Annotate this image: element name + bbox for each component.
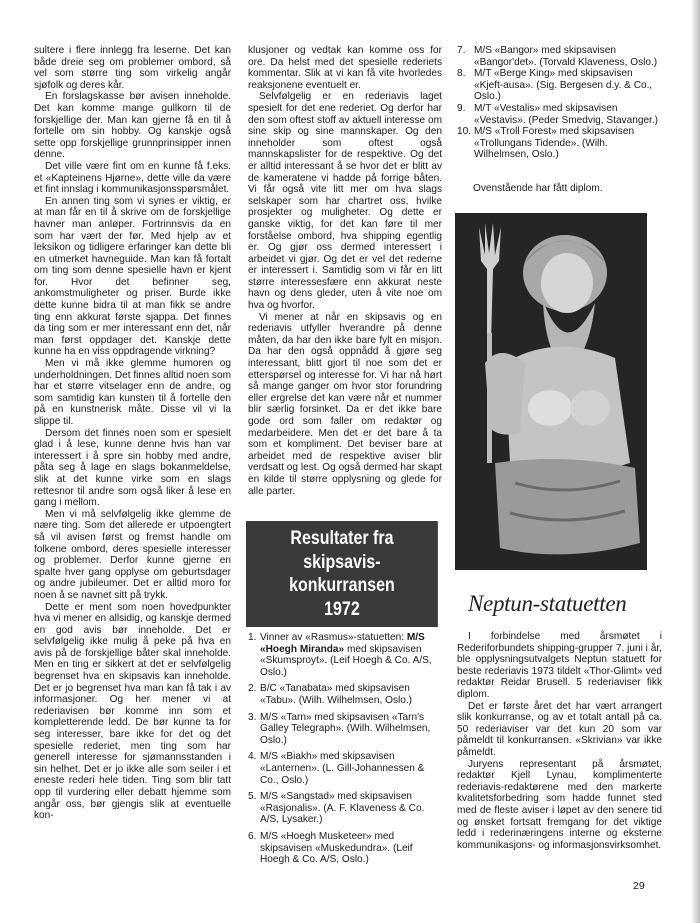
photo-caption: Neptun-statuetten bbox=[468, 591, 627, 616]
list-item bbox=[457, 45, 662, 68]
paragraph: Det er første året det har vært arrangert slik konkurranse, og av et totalt antall på ca. 50 rederiaviser var det kun 20 som var påmeldt til konkurransen. «Skrivian» var ikke påmeldt. bbox=[457, 700, 662, 758]
paragraph: sultere i flere innlegg fra leserne. Det kan både dreie seg om problemer ombord, så vel som større ting som virkelig angår sjøfolk og deres kår. bbox=[34, 45, 231, 91]
list-item bbox=[248, 683, 442, 706]
paragraph: Vi mener at når en skipsavis og en rederiavis utfyller hverandre på denne måten, da har den ikke bare fylt en misjon. Da har den også oppnådd å gjøre seg interessant, blitt gjort til noe som det er etterspørsel og interesse for. Vi har nå hørt så mange ganger om hvor stor forundring eller ergrelse det kan være når et nummer blir særlig forsinket. Da er det ikke bare gode ord som faller om redaktør og medarbeidere. Men det er det bare å ta som et kompliment. Det beviser bare at arbeidet med de respektive aviser blir verdsatt og lest. Og også dermed har skapt en kilde til større opplysning og glede for alle parter. bbox=[248, 311, 442, 497]
list-number: 7. bbox=[457, 45, 466, 56]
results-list bbox=[248, 632, 442, 871]
paragraph: I forbindelse med årsmøtet i Rederiforbundets shipping-grupper 7. juni i år, ble opplysningsutvalgets Neptun statuett for beste rederiavis 1973 tildelt «Thor-Glimt» ved redaktør Reidar Brusell. 5 rederiaviser fikk diplom. bbox=[457, 631, 662, 700]
list-number: 3. bbox=[248, 711, 257, 723]
paragraph: Selvfølgelig er en rederiavis laget spesielt for det ene rederiet. Og derfor har den som oftest stoff av aktuell interesse om sine skip og sine mannskaper. Og den inneholder som oftest også mannskapslister for de respektive. Og det er alltid interessant å se hvor det er blitt av de kameratene vi hadde på forrige båten. Vi får også vite litt mer om hva slags selskaper som har chartret oss, hvilke prosjekter og muligheter. Og dette er ganske viktig, for det kan føre til mer forståelse ombord, hva shipping egentlig er. Og gjør oss dermed interessert i arbeidet vi gjør. Og det er vel det rederne er interessert i. Samtidig som vi får en litt større interessesfære enn akkurat neste havn og dens gleder, uten å vite noe om hva og hvorfor. bbox=[248, 91, 442, 312]
list-text: M/T «Berge King» med skipsavisen «Kjeft-ausa». (Sig. Bergesen d.y. & Co., Oslo.) bbox=[474, 68, 653, 103]
list-number: 2. bbox=[248, 683, 257, 695]
list-text: M/T «Vestalis» med skipsavisen «Vestavis». (Peder Smedvig, Stavanger.) bbox=[474, 102, 659, 126]
article-column-middle bbox=[248, 45, 442, 497]
paragraph: Men vi må selvfølgelig ikke glemme de nære ting. Som det allerede er utpoengtert så vil avisen først og fremst handle om folkene ombord, deres spesielle interesser og problemer. Derfor kunne gjerne en spalte hver gang opplyse om geburtsdager og andre jubileumer. Det er alltid moro for noen å se navnet sitt på trykk. bbox=[34, 508, 231, 601]
list-winner: M/S «Hoegh Miranda» bbox=[260, 632, 425, 655]
list-item bbox=[248, 831, 442, 866]
paragraph: Juryens representant på årsmøtet, redaktør Kjell Lynau, komplimenterte rederiavis-redaktørene med den markerte kvalitetsforbedring som hadde funnet sted med de fleste aviser i løpet av den senere tid og ønsket fortsatt fremgang for det viktige ledd i rederinæringens interne og eksterne kommunikasjons- og informasjonsvirksomhet. bbox=[457, 758, 662, 851]
list-number: 5. bbox=[248, 791, 257, 803]
list-text: M/S «Troll Forest» med skipsavisen «Trollungans Tidende». (Wilh. Wilhelmsen, Oslo.) bbox=[474, 126, 635, 161]
list-number: 4. bbox=[248, 751, 257, 763]
list-text: M/S «Bangor» med skipsavisen «Bangor'det». (Torvald Klaveness, Oslo.) bbox=[474, 45, 658, 68]
list-number: 9. bbox=[457, 102, 466, 114]
list-number: 8. bbox=[457, 68, 466, 80]
list-number: 10. bbox=[457, 126, 472, 138]
paragraph: Men vi må ikke glemme humoren og underholdningen. Det finnes alltid noen som har et større vitselager enn de andre, og som samtidig kan kunsten til å fortelle den på en kunstnerisk måte. Disse vil vi la slippe til. bbox=[34, 358, 231, 427]
paragraph: Dersom det finnes noen som er spesielt glad i å lese, kunne denne hvis han var interessert i å spre sin hobby med andre, påta seg å lage en slags bokanmeldelse, slik at det kunne virke som en slags rettesnor til andre som også liker å lese en gang i mellom. bbox=[34, 427, 231, 509]
list-item bbox=[248, 712, 442, 747]
list-item bbox=[248, 751, 442, 786]
list-number: 6. bbox=[248, 830, 257, 842]
results-heading-line: konkurransen bbox=[289, 574, 395, 596]
list-item bbox=[457, 126, 662, 161]
list-item bbox=[457, 103, 662, 126]
list-text: M/S «Sangstad» med skipsavisen «Rasjonalis». (A. F. Klaveness & Co. A/S, Lysaker.) bbox=[260, 791, 425, 826]
diploma-note: Ovenstående har fått diplom. bbox=[473, 183, 603, 194]
paragraph: Det ville være fint om en kunne få f.eks. et «Kapteinens Hjørne», dette ville da være et fint innslag i kommunikasjonsspørsmålet. bbox=[34, 160, 231, 196]
list-item bbox=[248, 791, 442, 826]
list-item bbox=[248, 632, 442, 678]
list-text: M/S «Tarn» med skipsavisen «Tarn's Galley Telegraph». (Wilh. Wilhelmsen, Oslo.) bbox=[260, 711, 431, 746]
neptune-statuette-photo bbox=[455, 213, 647, 570]
page-edge bbox=[692, 0, 700, 923]
list-item bbox=[457, 68, 662, 103]
results-heading-line: skipsavis- bbox=[303, 550, 381, 573]
neptune-statuette-image bbox=[455, 213, 647, 570]
results-list-continued bbox=[457, 45, 662, 161]
list-number: 1. bbox=[248, 632, 257, 643]
paragraph: Dette er ment som noen hovedpunkter hva vi mener en allsidig, og kanskje dermed en god avis bør inneholde. Det er selvfølgelig ikke mulig å peke på hva en avis på de forskjellige båter skal inneholde. Men en ting er sikkert at det er selvfølgelig begrenset hva en skipsavis kan inneholde. Det er jo begrenset hva man kan få tak i av informasjoner. Og her mener vi at rederiavisen bør komme inn som et kompletterende ledd. De bør kunne ta for seg interesser, bare ikke for det og det spesielle rederiet, men ting som har generell interesse for sjømannsstanden i sin helhet. Det er jo ikke alle som seiler i et eneste rederi hele tiden. Ting som blir tatt opp til vurdering eller debatt hjemme som angår oss, bør gjengis slik at eventuelle kon- bbox=[34, 601, 231, 822]
results-heading-line: Resultater fra bbox=[290, 527, 394, 549]
paragraph: En forslagskasse bør avisen inneholde. Det kan komme mange gullkorn til de forskjellige der. Man kan gjerne få en til å fortelle om sin hobby. Og kanskje også sette opp forskjellige grunnprinsipper innen denne. bbox=[34, 91, 231, 161]
paragraph: En annen ting som vi synes er viktig, er at man får en til å skrive om de forskjellige havner man anløper. Fortrinnsvis da en som har vært der før. Med hjelp av et leksikon og tidligere erfaringer kan dette bli en utmerket havneguide. Man kan få fortalt om ting som denne spesielle havn er kjent for. Hvor det befinner seg, ankomstmuligheter og priser. Burde ikke dette kunne bidra til at man fikk se andre ting enn akkurat første sjappa. Det finnes da ting som er mer interessant enn det, når man først oppdager det. Kanskje dette kunne ha en viss oppdragende virkning? bbox=[34, 195, 231, 358]
results-heading-box bbox=[246, 521, 438, 627]
list-text: M/S «Hoegh Musketeer» med skipsavisen «Muskedundra». (Leif Hoegh & Co. A/S, Oslo.) bbox=[260, 830, 413, 866]
results-heading-line: 1972 bbox=[324, 597, 360, 620]
list-text: Vinner av «Rasmus»-statuetten: bbox=[260, 632, 405, 643]
list-text: med skipsavisen «Skumsproyt». (Leif Hoegh & Co. A/S, Oslo.) bbox=[260, 643, 432, 678]
paragraph: klusjoner og vedtak kan komme oss for ore. Da helst med det spesielle rederiets kommentar. Slik at vi kan få vite hvorledes reaksjonene eventuelt er. bbox=[248, 45, 442, 91]
article-column-right bbox=[457, 631, 662, 851]
list-text: M/S «Biakh» med skipsavisen «Lanternen». (L. Gill-Johannessen & Co., Oslo.) bbox=[260, 751, 425, 786]
article-column-left bbox=[34, 45, 231, 822]
page-number: 29 bbox=[633, 880, 645, 892]
list-text: B/C «Tanabata» med skipsavisen «Tabu». (Wilh. Wilhelmsen, Oslo.) bbox=[260, 683, 413, 706]
